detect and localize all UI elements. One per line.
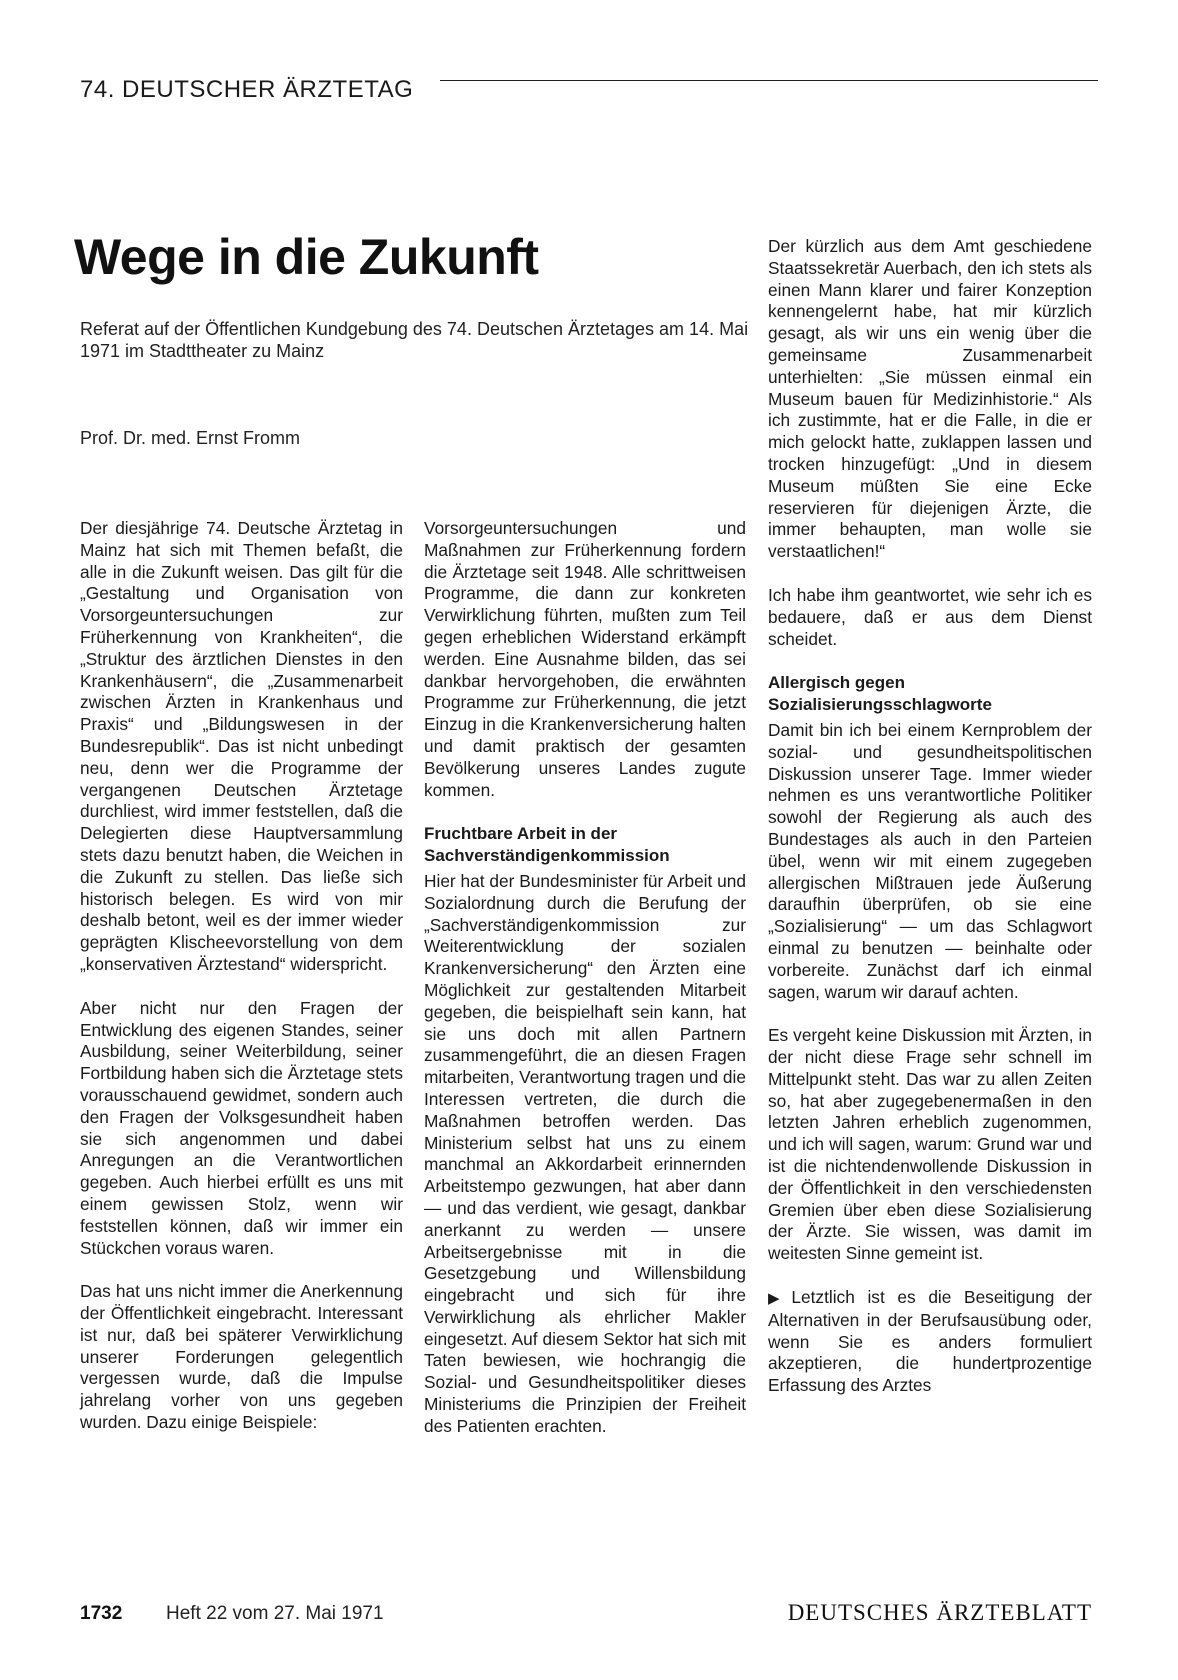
paragraph-text: Letztlich ist es die Beseitigung der Alternativen in der Berufsausübung oder, wenn Sie es anders formuliert akzeptieren, die hundertprozentige Erfassung des Arztes bbox=[768, 1287, 1092, 1396]
paragraph: Vorsorgeuntersuchungen und Maßnahmen zur Früherkennung fordern die Ärztetage seit 1948. Alle schrittweisen Programme, die dann zur konkreten Verwirklichung führten, mußten zum Teil gegen erheblichen Widerstand erkämpft werden. Eine Ausnahme bilden, das sei dankbar hervorgehoben, die erwähnten Programme zur Früherkennung, die jetzt Einzug in die Krankenversicherung halten und damit praktisch der gesamten Bevölkerung unseres Landes zugute kommen. bbox=[424, 518, 746, 800]
section-header: 74. DEUTSCHER ÄRZTETAG bbox=[80, 76, 414, 103]
column-right bbox=[768, 236, 1092, 1419]
article-title: Wege in die Zukunft bbox=[74, 229, 539, 285]
paragraph: Ich habe ihm geantwortet, wie sehr ich es bedauere, daß er aus dem Dienst scheidet. bbox=[768, 584, 1092, 649]
paragraph: Der diesjährige 74. Deutsche Ärztetag in Mainz hat sich mit Themen befaßt, die alle in die Zukunft weisen. Das gilt für die „Gestaltung und Organisation von Vorsorgeuntersuchungen zur Früherkennung von Krankheiten“, die „Struktur des ärztlichen Dienstes in den Krankenhäusern“, die „Zusammenarbeit zwischen Ärzten in Krankenhaus und Praxis“ und „Bildungswesen in der Bundesrepublik“. Das ist nicht unbedingt neu, denn wer die Programme der vergangenen Deutschen Ärztetage durchliest, wird immer feststellen, daß die Delegierten diese Hauptversammlung stets dazu benutzt haben, die Weichen in die Zukunft zu stellen. Das ließe sich historisch belegen. Es wird von mir deshalb betont, weil es der immer wieder geprägten Klischeevorstellung von dem „konservativen Ärztestand“ widerspricht. bbox=[80, 518, 403, 974]
paragraph: Damit bin ich bei einem Kernproblem der sozial- und gesundheitspolitischen Diskussion unserer Tage. Immer wieder nehmen es uns verantwortliche Politiker sowohl der Regierung als auch des Bundestages als auch in den Parteien übel, wenn wir mit einem zugegeben allergischen Mißtrauen jede Äußerung daraufhin überprüfen, ob sie eine „Sozialisierung“ — um das Schlagwort einmal zu benutzen — beinhalte oder vorbereite. Zunächst darf ich einmal sagen, warum wir darauf achten. bbox=[768, 719, 1092, 1002]
paragraph: Der kürzlich aus dem Amt geschiedene Staatssekretär Auerbach, den ich stets als einen Mann klarer und fairer Konzeption kennengelernt habe, hat mir kürzlich gesagt, als wir uns ein wenig über die gemeinsame Zusammenarbeit unterhielten: „Sie müssen einmal ein Museum bauen für Medizinhistorie.“ Als ich zustimmte, hat er die Falle, in die er mich gelockt hatte, zuklappen lassen und trocken hinzugefügt: „Und in diesem Museum müßten Sie eine Ecke reservieren für diejenigen Ärzte, die immer behaupten, man wolle sie verstaatlichen!“ bbox=[768, 236, 1092, 562]
paragraph bbox=[768, 1287, 1092, 1397]
article-subtitle: Referat auf der Öffentlichen Kundgebung des 74. Deutschen Ärztetages am 14. Mai 1971 im Stadttheater zu Mainz bbox=[80, 319, 749, 361]
triangle-right-icon: ▶ bbox=[768, 1290, 788, 1308]
article-author: Prof. Dr. med. Ernst Fromm bbox=[80, 428, 301, 448]
column-middle bbox=[424, 518, 746, 1460]
journal-name: DEUTSCHES ÄRZTEBLATT bbox=[787, 1600, 1092, 1625]
paragraph: Es vergeht keine Diskussion mit Ärzten, in der nicht diese Frage sehr schnell im Mittelpunkt steht. Das war zu allen Zeiten so, hat aber zugegebenermaßen in den letzten Jahren erheblich zugenommen, und ich will sagen, warum: Grund war und ist die nichtendenwollende Diskussion in der Öffentlichkeit in den verschiedensten Gremien über eben diese Sozialisierung der Ärzte. Sie wissen, was damit im weitesten Sinne gemeint ist. bbox=[768, 1025, 1092, 1264]
paragraph: Das hat uns nicht immer die Anerkennung der Öffentlichkeit eingebracht. Interessant ist nur, daß bei späterer Verwirklichung unserer Forderungen gelegentlich vergessen wurde, daß die Impulse jahrelang vorher von uns gegeben wurden. Dazu einige Beispiele: bbox=[80, 1281, 403, 1433]
section-heading: Fruchtbare Arbeit in der Sachverständigenkommission bbox=[424, 824, 670, 866]
page-number: 1732 bbox=[80, 1603, 123, 1624]
column-left bbox=[80, 518, 403, 1456]
section-heading: Allergisch gegen Sozialisierungsschlagworte bbox=[768, 673, 992, 715]
issue-info: Heft 22 vom 27. Mai 1971 bbox=[166, 1603, 384, 1624]
header-rule bbox=[440, 80, 1098, 81]
paragraph: Aber nicht nur den Fragen der Entwicklung des eigenen Standes, seiner Ausbildung, seiner Weiterbildung, seiner Fortbildung haben sich die Ärztetage stets vorausschauend gewidmet, sondern auch den Fragen der Volksgesundheit haben sie sich angenommen und dabei Anregungen an die Verantwortlichen gegeben. Auch hierbei erfüllt es uns mit einem gewissen Stolz, wenn wir feststellen können, daß wir immer ein Stückchen voraus waren. bbox=[80, 997, 403, 1258]
paragraph: Hier hat der Bundesminister für Arbeit und Sozialordnung durch die Berufung der „Sachverständigenkommission zur Weiterentwicklung der sozialen Krankenversicherung“ den Ärzten eine Möglichkeit zur gestaltenden Mitarbeit gegeben, die beispielhaft sein kann, hat sie uns doch mit allen Partnern zusammengeführt, die an diesen Fragen mitarbeiten, Verantwortung tragen und die Interessen vertreten, die durch die Maßnahmen betroffen werden. Das Ministerium selbst hat uns zu einem manchmal an Akkordarbeit erinnernden Arbeitstempo gezwungen, hat aber dann — und das verdient, wie gesagt, dankbar anerkannt zu werden — unsere Arbeitsergebnisse mit in die Gesetzgebung und Willensbildung eingebracht und sich für ihre Verwirklichung als ehrlicher Makler eingesetzt. Auf diesem Sektor hat sich mit Taten bewiesen, wie hochrangig die Sozial- und Gesundheitspolitiker dieses Ministeriums die Prinzipien der Freiheit des Patienten erachten. bbox=[424, 870, 746, 1436]
